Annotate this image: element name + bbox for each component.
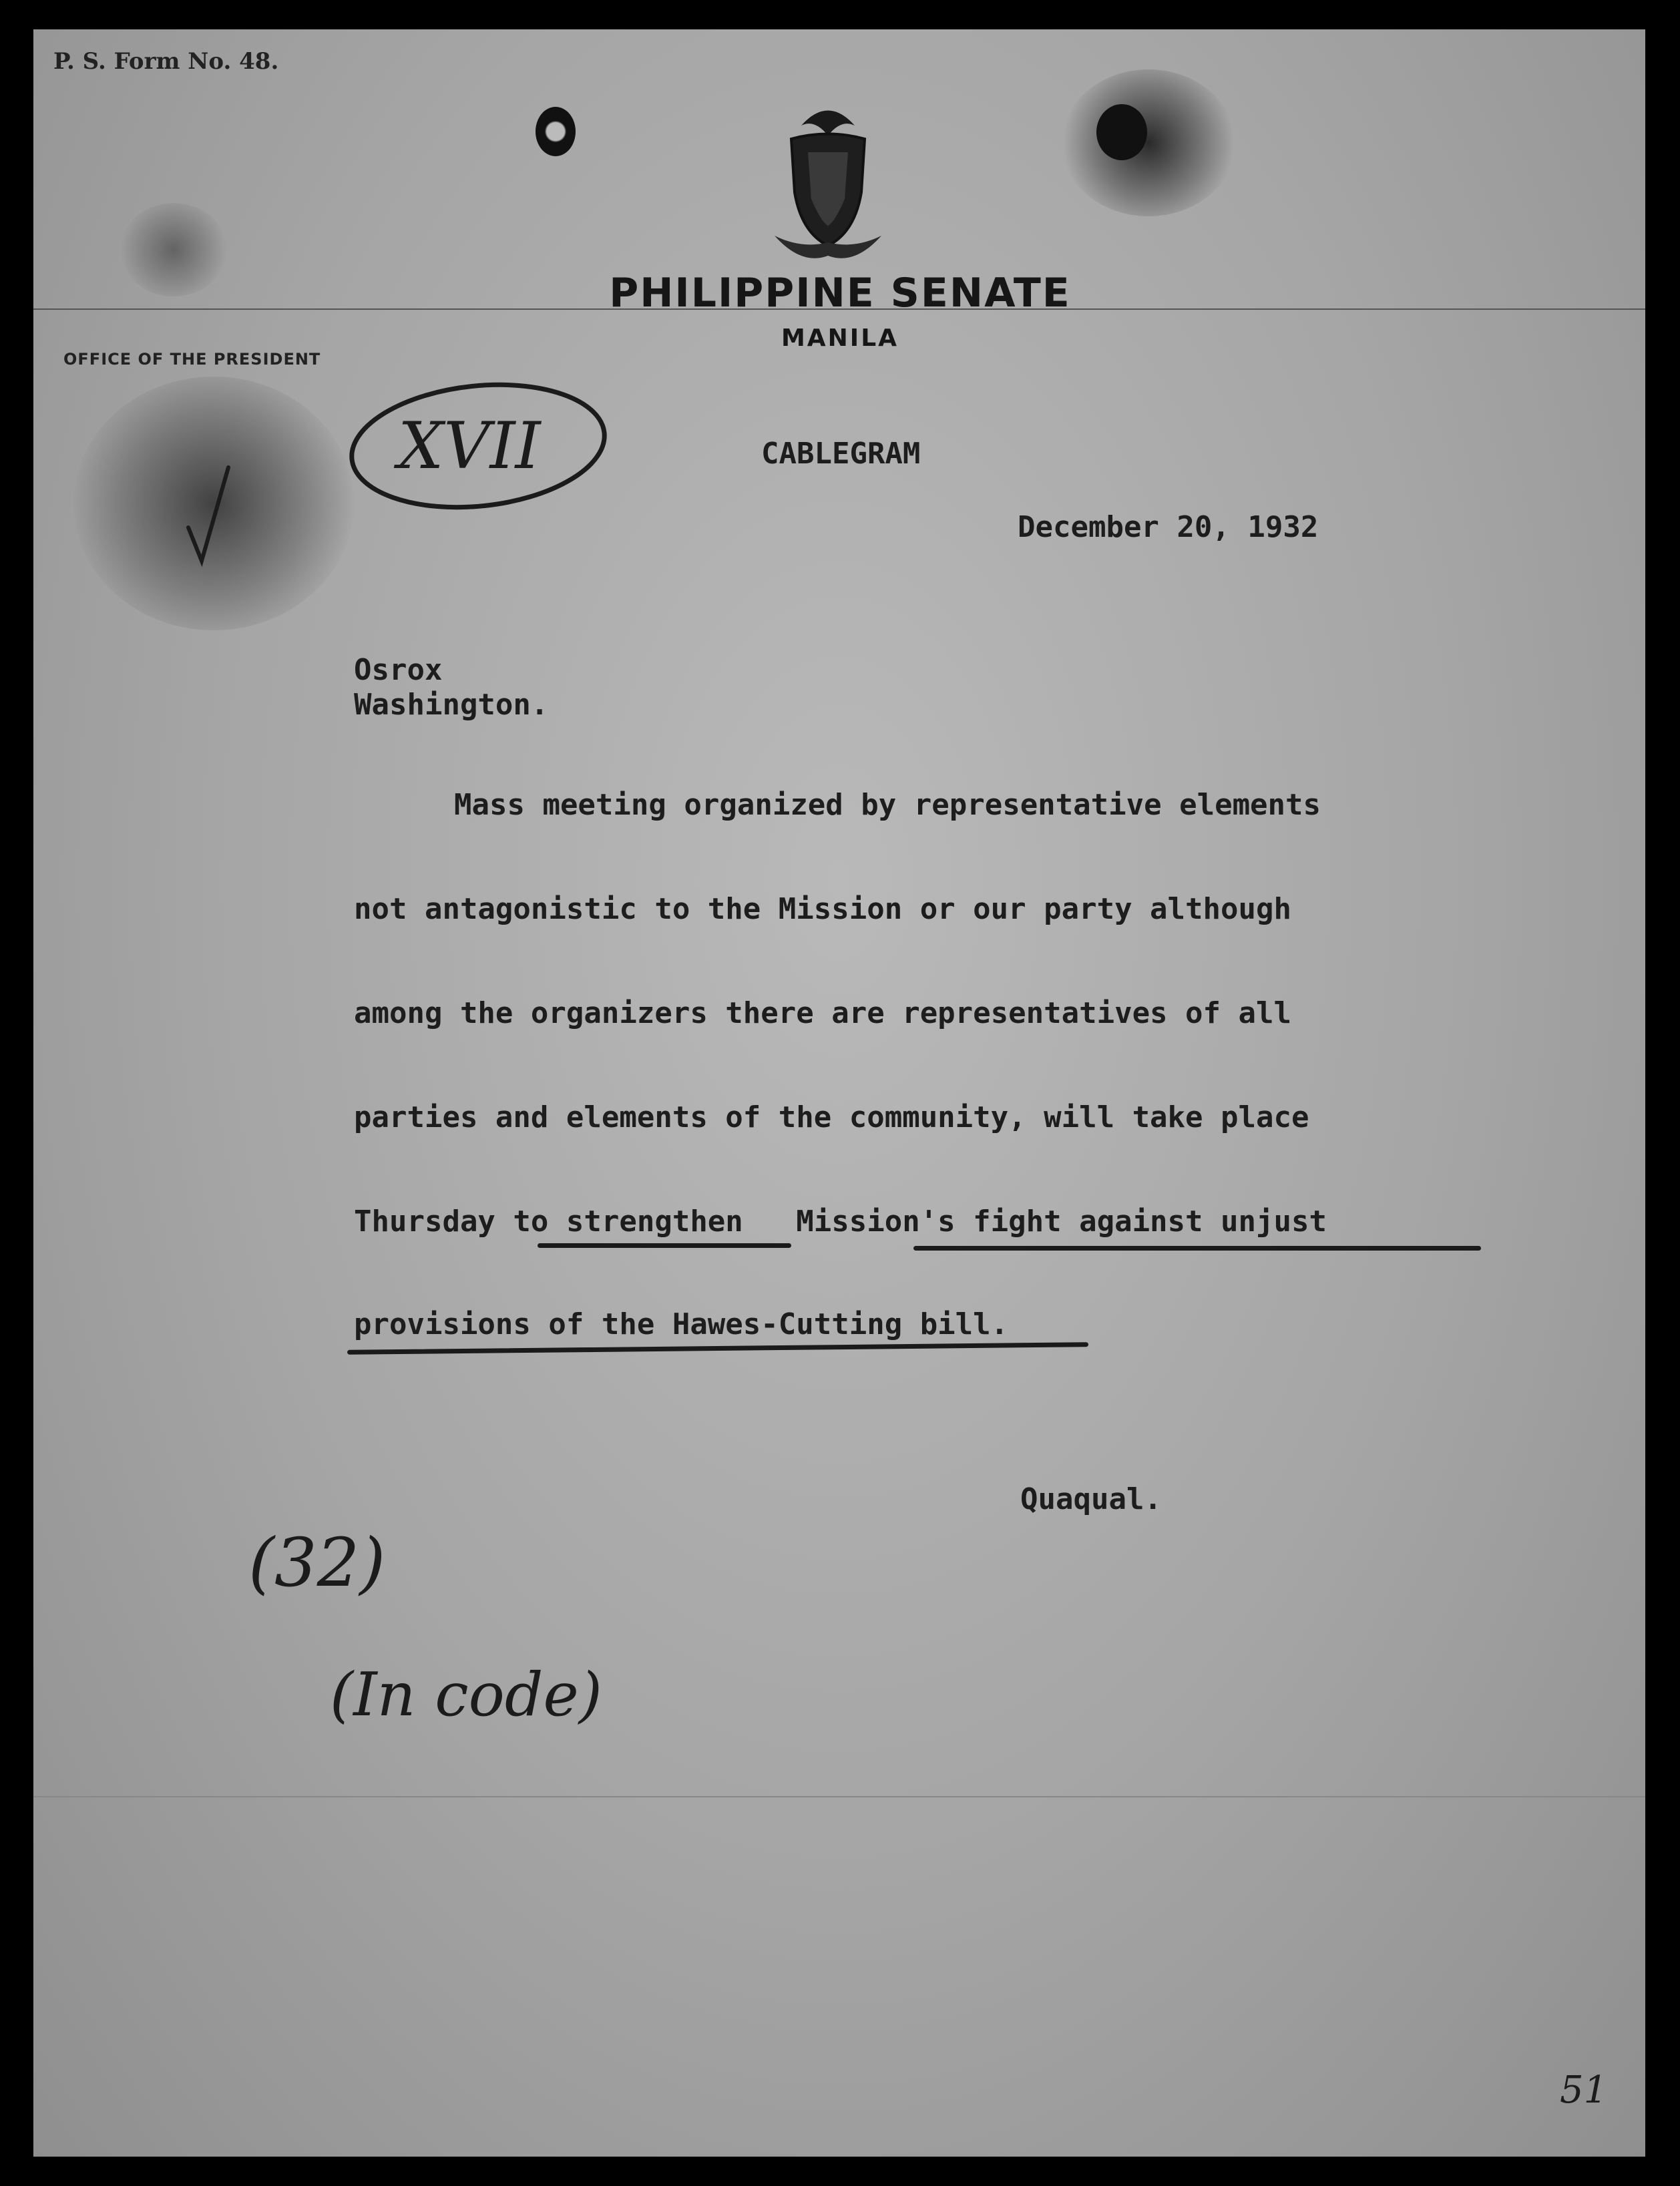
senate-seal-icon bbox=[761, 99, 895, 272]
bottom-fold-line bbox=[33, 1796, 1645, 1797]
institution-city: MANILA bbox=[781, 324, 899, 352]
number-annotation: (32) bbox=[248, 1524, 386, 1602]
institution-title: PHILIPPINE SENATE bbox=[609, 270, 1071, 316]
body-line-1: Mass meeting organized by representative elements bbox=[454, 788, 1321, 822]
body-line-5: Thursday to strengthen Mission's fight against unjust bbox=[354, 1205, 1327, 1239]
checkmark-icon bbox=[182, 461, 235, 568]
code-note-annotation: (In code) bbox=[330, 1660, 602, 1730]
office-label: OFFICE OF THE PRESIDENT bbox=[63, 350, 321, 369]
body-line-6: provisions of the Hawes-Cutting bill. bbox=[354, 1307, 1009, 1341]
signature: Quaqual. bbox=[1020, 1482, 1162, 1516]
ink-smudge-top-right bbox=[1062, 69, 1235, 216]
body-line-3: among the organizers there are representatives of all bbox=[354, 996, 1291, 1030]
document-date: December 20, 1932 bbox=[1018, 510, 1319, 544]
underline-mark bbox=[538, 1243, 791, 1248]
punch-hole-left bbox=[536, 107, 576, 156]
page-number: 51 bbox=[1560, 2068, 1608, 2112]
underline-mark bbox=[913, 1246, 1481, 1251]
document-type-label: CABLEGRAM bbox=[761, 437, 921, 471]
addressee-location: Washington. bbox=[354, 688, 549, 722]
body-line-4: parties and elements of the community, will take place bbox=[354, 1100, 1309, 1134]
roman-numeral-annotation: XVII bbox=[398, 409, 541, 483]
form-number: P. S. Form No. 48. bbox=[53, 48, 279, 75]
body-line-2: not antagonistic to the Mission or our party although bbox=[354, 892, 1291, 926]
addressee: Osrox bbox=[354, 653, 443, 687]
punch-hole-right bbox=[1096, 104, 1147, 160]
